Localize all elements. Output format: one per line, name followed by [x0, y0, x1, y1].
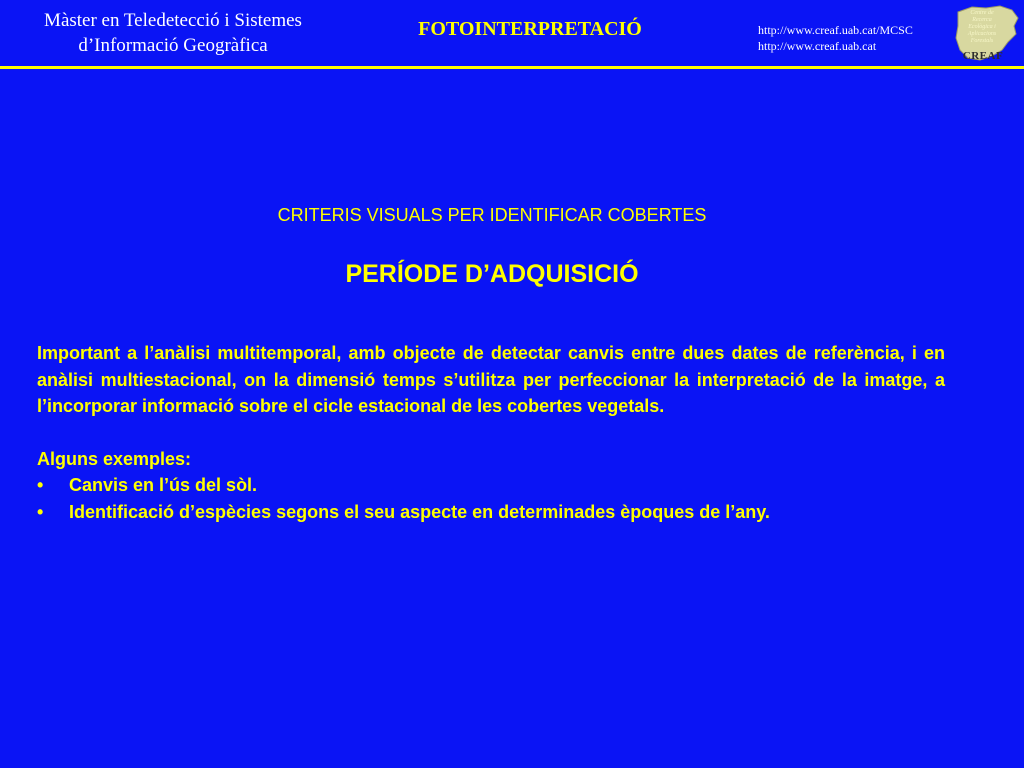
- slide-subtitle: CRITERIS VISUALS PER IDENTIFICAR COBERTES: [277, 205, 707, 225]
- header-links: [758, 22, 913, 54]
- bullet-text: Canvis en l’ús del sòl.: [69, 475, 258, 495]
- slide-title: PERÍODE D’ADQUISICIÓ: [345, 260, 639, 288]
- bullet-item: [37, 472, 945, 499]
- link-creaf[interactable]: http://www.creaf.uab.cat: [758, 39, 877, 53]
- bullet-icon: •: [37, 475, 44, 495]
- program-name: [0, 8, 346, 58]
- bullet-text: Identificació d’espècies segons el seu aspecte en determinades èpoques de l’any.: [69, 501, 770, 522]
- header-divider: [0, 66, 1024, 69]
- logo-name: CREAF: [962, 50, 1004, 62]
- program-line-1: Màster en Teledetecció i Sistemes: [44, 10, 302, 31]
- creaf-logo: [952, 4, 1022, 64]
- intro-paragraph: Important a l’anàlisi multitemporal, amb objecte de detectar canvis entre dues dates de referència, i en anàlisi multiestacional, on la dimensió temps s’utilitza per perfeccionar la interpretació de la imatge, a l’incorporar informació sobre el cicle estacional de les cobertes vegetals.: [37, 343, 945, 416]
- bullet-item: [37, 499, 945, 526]
- examples-heading: Alguns exemples:: [37, 448, 192, 469]
- logo-caption: Centre de Recerca Ecològica i Aplicacions Forestals: [967, 10, 997, 44]
- bullet-icon: •: [37, 501, 44, 522]
- slide-body: [37, 340, 945, 525]
- course-title: FOTOINTERPRETACIÓ: [418, 18, 642, 40]
- slide-header: [0, 0, 1024, 66]
- program-line-2: d’Informació Geogràfica: [78, 35, 268, 56]
- link-mcsc[interactable]: http://www.creaf.uab.cat/MCSC: [758, 23, 913, 37]
